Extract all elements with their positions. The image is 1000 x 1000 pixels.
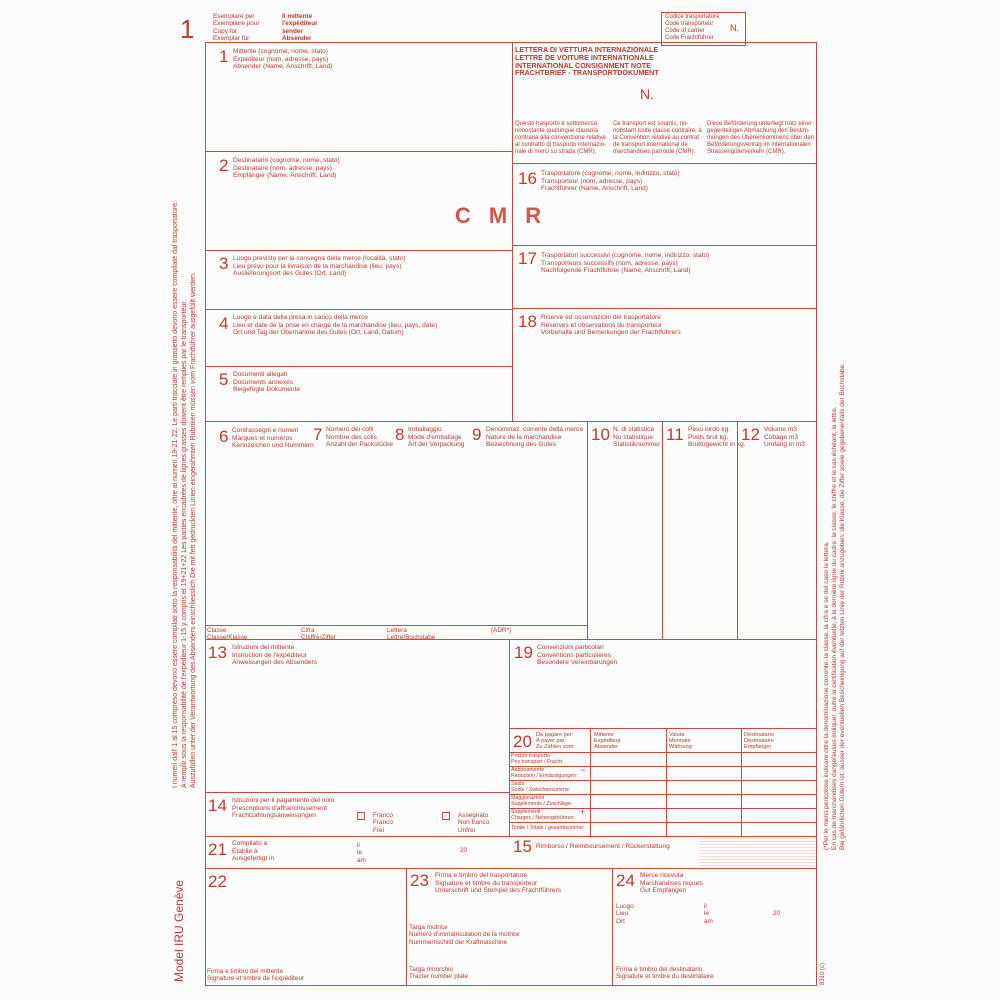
field-21-number: 21 [208, 840, 227, 859]
field-5-number: 5 [219, 370, 229, 389]
assegnato-checkbox[interactable] [442, 812, 450, 820]
minus-sign: − [580, 765, 586, 775]
field-20-number: 20 [513, 732, 532, 751]
sender-signature-area[interactable] [206, 890, 404, 966]
field-18-label: Riserve ed osservazioni del trasportatore Réserves et observations du transporteur Vorbehalte und Bemerkungen der Frachtführers [541, 314, 681, 337]
field-22-label: Firma e timbro del mittente Signature et timbre de l'expéditeur [207, 968, 305, 983]
field-13-label: Istruzioni del mittente Instruction de l'expéditeur Anweisungen des Absenders [232, 644, 318, 667]
copy-number: 1 [180, 14, 195, 44]
right-note-fr: En cas de marchandises dangereuses indiquer, outre la certification éventuelle, à la dernière ligne du cadre: la classe, le chiffre et le cas échéant, la lettre. [831, 406, 838, 850]
field-8-number: 8 [395, 425, 405, 444]
consignment-note-title: LETTERA DI VETTURA INTERNAZIONALE LETTRE DE VOITURE INTERNATIONALE INTERNATIONAL CONSIGNMENT NOTE FRACHTBRIEF - TRANSPORTDOKUMENT [515, 45, 659, 78]
carrier-code-n: N. [730, 23, 739, 33]
plus-sign: + [580, 807, 586, 817]
table20-row-5: Supplementi Charges / Nebengebühren: [511, 809, 575, 821]
table20-valuta: Valuta Monnaie Währung [669, 732, 692, 751]
adr-lettera: Lettera Lettre/Buchstabe [387, 627, 436, 642]
copy-labels: Esemplare per Exemplaire pour Copy for Exemplar für [213, 13, 260, 43]
carrier-input-area[interactable] [513, 196, 816, 244]
field-2-label: Destinatario (cognome, nome, stato) Destinataire (nom, adresse, pays) Empfänger (Name, Anschrift, Land) [233, 157, 340, 180]
field-23-label: Firma e timbro del trasportatore Signature et timbre du transporteur Unterschrift und Stempel des Frachtführers [435, 872, 562, 895]
table20-row-3: Saldo Solde / Zwischensumme: [511, 781, 571, 793]
table20-row-1: Prezzo trasporto Prix transport / Fracht: [511, 753, 564, 765]
reimbursement-hatch [700, 838, 815, 866]
field-18-number: 18 [518, 312, 537, 331]
field-6-label: Contrassegni e numeri Marques et numéros Kennzeichen und Nummern [232, 427, 314, 450]
field-3-label: Luogo previsto per la consegna della merce (località, stato) Lieu prévu pour la livraison de la marchandise (lieu, pays) Auslieferungsort des Gutes (Ort, Land) [233, 255, 406, 278]
field-14-label: Istruzioni per il pagamento del nolo Prescriptions d'affranchissement Frachtzahlungsanweisungen [232, 797, 335, 820]
field-19-number: 19 [514, 643, 533, 662]
field-24-year: 20 [773, 910, 781, 917]
sender-input-area[interactable] [206, 75, 511, 150]
field-24-signature-label: Firma e timbro del destinatario Signature et timbre du destinataire [616, 966, 714, 981]
field-19-label: Convenzioni particolari Conventions particulières Besondere Vereinbarungen [537, 644, 618, 667]
targa-rimorchio: Targa rimorchio Tracter number plate [409, 966, 469, 981]
field-12-label: Volume m3 Cubage m3 Umfang in m3 [764, 426, 806, 449]
cmr-text-it: Questo trasporto è sottomesso, nonostante qualunque clausola contraria alla convenzione relativa al contratto di trasporto internazio- nale di merci su strada (CMR). [515, 121, 607, 155]
field-3-number: 3 [219, 254, 229, 273]
cmr-text-fr: Ce transport est soumis, no- nobstant toute clause contraire, à la Convention relative au contrat de transport international de marchandises parroute (CMR). [613, 121, 702, 155]
left-instructions-de: Auszufüllen unter der Verantwortung des Absenders einschliesslich Die mit fett gedruckten Linien eingerahmten Rubriken müssen vom Frachtführer ausgefüllt werden. [190, 272, 197, 788]
copy-recipient: Il mittente l'expéditeur sender Absender [282, 13, 318, 43]
field-17-number: 17 [518, 249, 537, 268]
field-11-number: 11 [666, 425, 684, 444]
right-note-de: Bei gefährlichen Gütern ist, ausser der eventuellen Bescheinigung auf der letzten Linie der Rubrik anzugeben: die Klasse, die Ziffer sowie gegebenenfalls der Buchstabe. [839, 363, 846, 850]
field-23-number: 23 [410, 871, 429, 890]
franco-label: Franco Franco Frei [373, 812, 393, 834]
left-instructions-it: I numeri dall' 1 al 15 compreso devono essere compilati sotto la responsabilità del mittente, oltre ai numeri 19-21-22. Le parti tracciate in grassetto devono essere compilate dal trasportatore. [172, 201, 179, 788]
field-6-number: 6 [219, 427, 229, 446]
field-13-number: 13 [208, 643, 227, 662]
model-iru-geneve: Model IRU Genève [172, 879, 186, 982]
field-2-number: 2 [219, 156, 229, 175]
field-4-number: 4 [219, 314, 229, 333]
field-21-date-label: il le am [357, 842, 366, 864]
field-16-number: 16 [518, 169, 537, 188]
field-7-number: 7 [313, 425, 323, 444]
field-24-label: Merce ricevuta Marchandises reçues Gut Empfangen [640, 872, 703, 895]
field-10-number: 10 [591, 425, 610, 444]
table20-destinatario: Destinatario Destinataire Empfänger [744, 732, 774, 751]
table20-row-2: Abbonamento Reduction / Ermässigungen: [511, 767, 578, 779]
field-14-number: 14 [208, 796, 227, 815]
field-9-label: Denominaz. corrente della merce Nature de la marchandise Bezeichnung des Gutes [486, 426, 584, 449]
field-16-label: Trasportatore (cognome, nome, indirizzo, stato) Transporteur (nom, adresse, pays) Frachtführer (Name, Anschrift, Land) [541, 170, 680, 193]
cmr-text-de: Diese Beförderung unterliegt trotz einer gegenteiligen Abmachung den Bestim- mungen des Übereinkommens über den Beförderungsvertrag im internationalen Strassengüterverkehr (CMR). [707, 121, 815, 155]
field-8-label: Imballaggio Mode d'emballage Art der Verpackung [408, 426, 465, 449]
goods-input-area[interactable] [206, 455, 586, 623]
table20-row-6: Totale / Totale / gesamtsumme: [511, 825, 585, 831]
field-15-number: 15 [513, 837, 532, 856]
field-5-label: Documenti allegati Documents annexés Beigefügte Dokumente [233, 371, 301, 394]
adr-label: (ADR*) [491, 627, 512, 634]
franco-checkbox[interactable] [357, 812, 365, 820]
field-22-number: 22 [208, 872, 227, 891]
field-12-number: 12 [741, 425, 760, 444]
field-9-number: 9 [472, 425, 482, 444]
field-11-label: Peso lordo kg. Poids brut kg. Bruttogewicht in kg. [688, 426, 746, 449]
carrier-code-label: Codice trasportatore Code transporteur Code of carrier Code Frachtführer [665, 14, 720, 41]
field-20-label: Da pagare per: A payer par: Zu Zahlen vom: [536, 732, 575, 751]
adr-classe: Classe Classe/Klasse [207, 627, 248, 642]
field-21-label: Compilato a Etablie à Ausgefertigt in [232, 840, 275, 863]
field-24-number: 24 [616, 871, 635, 890]
field-10-label: N. di statistica No statistique Statistiknummer [613, 426, 661, 449]
field-24-date-label: il le am [704, 903, 713, 925]
field-15-label: Rimborso / Reimboursement / Rückerstattung [536, 843, 670, 850]
field-21-year: 20 [460, 847, 468, 854]
field-1-label: Mittente (cognome, nome, stato) Expéditeur (nom, adresse, pays) Absender (Name, Anschrift, Land) [233, 48, 333, 71]
right-note-it: (*Per le merci pericolose indicare oltre la denominazione corrente, la classe, la cifra e se del caso la lettera. [823, 541, 830, 850]
field-1-number: 1 [219, 47, 229, 66]
field-4-label: Luogo e data della presa in carico della merce Lieu et date de la prise en charge de la marchandise (lieu, pays, date) Ort und Tag der Übernahme des Gutes (Ort, Land, Datum) [233, 314, 438, 337]
field-17-label: Trasportatori successivi (cognome, nome, indirizzo, stato) Transporteurs successifs (nom, adresse, pays) Nachfolgende Frachtführer (Name, Anschrift, Land) [541, 252, 710, 275]
table20-row-4: Maggiorazioni Suppléments / Zuschläge: [511, 795, 573, 807]
form-code: 8310 (c) [820, 962, 826, 985]
field-7-label: Numero dei colli Nombre des colis Anzahl der Packstücke [326, 426, 394, 449]
field-24-luogo: Luogo Lieu Ort [616, 903, 634, 925]
cmr-watermark: CMR [455, 203, 560, 228]
table20-mittente: Mittente Expéditeur Absender [594, 732, 621, 751]
consignment-number-label: N. [640, 86, 654, 102]
left-instructions-fr: A remplir sous la responsabilité de l'expéditeur 1-15 y compris et 19+21+22 Les parties encadrées de lignes grasses doivent être remplies par le transporteur. [181, 299, 188, 788]
assegnato-label: Assegnato Non franco Unfrei [458, 812, 490, 834]
targa-motrice: Targa motrice Numero d'immatriculation de la motrice Nummernschild der Kraftmaschine [409, 924, 520, 946]
adr-cifra: Cifra Chiffre/Ziffer [301, 627, 336, 642]
